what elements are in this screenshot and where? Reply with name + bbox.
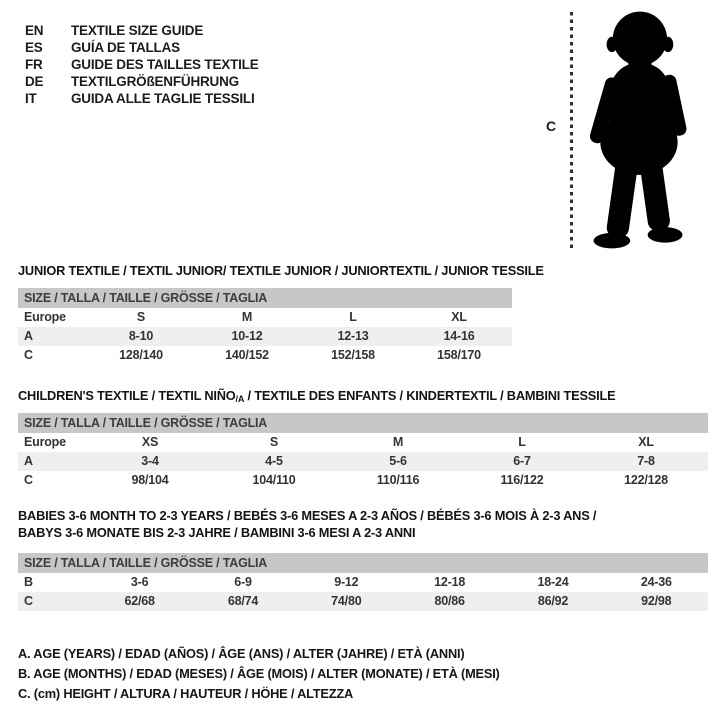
- size-cell: 140/152: [225, 348, 269, 362]
- size-cell: M: [392, 435, 404, 449]
- size-table: [18, 413, 708, 490]
- row-label: A: [24, 454, 33, 468]
- size-cell: 80/86: [434, 594, 465, 608]
- section-title: [18, 262, 720, 279]
- section-title: [18, 507, 720, 524]
- size-cell: L: [349, 310, 357, 324]
- size-cell: 86/92: [537, 594, 569, 608]
- size-cell: XL: [638, 435, 654, 449]
- language-title: TEXTILE SIZE GUIDE: [71, 23, 204, 38]
- size-header-bar: SIZE / TALLA / TAILLE / GRÖSSE / TAGLIA: [18, 288, 512, 308]
- section-title: [18, 524, 720, 541]
- size-cell: S: [136, 310, 146, 324]
- size-cell: 24-36: [640, 575, 672, 589]
- language-title: GUÍA DE TALLAS: [71, 40, 180, 55]
- figure-height-measure: [540, 0, 720, 260]
- size-cell: 3-6: [130, 575, 149, 589]
- size-header-bar: SIZE / TALLA / TAILLE / GRÖSSE / TAGLIA: [18, 413, 708, 433]
- row-label: C: [24, 473, 33, 487]
- section-title: [18, 387, 720, 408]
- size-cell: 10-12: [231, 329, 263, 343]
- size-cell: 122/128: [624, 473, 668, 487]
- size-cell: XL: [451, 310, 467, 324]
- size-table: [18, 288, 512, 365]
- footnote-line: A. AGE (YEARS) / EDAD (AÑOS) / ÂGE (ANS) / ALTER (JAHRE) / ETÀ (ANNI): [18, 646, 465, 661]
- size-cell: 68/74: [227, 594, 259, 608]
- size-cell: 6-7: [513, 454, 531, 468]
- size-cell: 74/80: [331, 594, 362, 608]
- size-cell: 104/110: [252, 473, 296, 487]
- size-cell: XS: [141, 435, 159, 449]
- row-label: C: [24, 594, 33, 608]
- language-code: FR: [25, 57, 43, 72]
- title-text: JUNIOR TEXTILE / TEXTIL JUNIOR/ TEXTILE JUNIOR / JUNIORTEXTIL / JUNIOR TESSILE: [18, 263, 544, 278]
- row-label: A: [24, 329, 33, 343]
- size-cell: 62/68: [124, 594, 155, 608]
- size-cell: 3-4: [141, 454, 159, 468]
- size-cell: 7-8: [637, 454, 655, 468]
- table-row: [18, 592, 708, 611]
- title-text: / TEXTILE DES ENFANTS / KINDERTEXTIL / BAMBINI TESSILE: [244, 388, 616, 403]
- table-row: [18, 346, 512, 365]
- table-row: [18, 471, 708, 490]
- size-cell: S: [269, 435, 279, 449]
- size-cell: 12-13: [337, 329, 369, 343]
- footnote-line: B. AGE (MONTHS) / EDAD (MESES) / ÂGE (MOIS) / ALTER (MONATE) / ETÀ (MESI): [18, 666, 500, 681]
- language-title: TEXTILGRÖßENFÜHRUNG: [71, 74, 239, 89]
- table-row: [18, 573, 708, 592]
- language-title: GUIDE DES TAILLES TEXTILE: [71, 57, 259, 72]
- size-cell: 9-12: [334, 575, 359, 589]
- language-code: ES: [25, 40, 43, 55]
- section-babies-textile: [18, 507, 720, 608]
- size-header-bar: SIZE / TALLA / TAILLE / GRÖSSE / TAGLIA: [18, 553, 708, 573]
- size-cell: 8-10: [128, 329, 154, 343]
- table-row: [18, 452, 708, 471]
- language-row: [25, 22, 259, 39]
- title-text: BABIES 3-6 MONTH TO 2-3 YEARS / BEBÉS 3-6 MESES A 2-3 AÑOS / BÉBÉS 3-6 MOIS À 2-3 ANS /: [18, 508, 597, 523]
- language-row: [25, 73, 259, 90]
- title-subscript: /A: [235, 394, 245, 404]
- size-cell: 12-18: [434, 575, 466, 589]
- language-row: [25, 90, 259, 107]
- section-junior-textile: [18, 262, 720, 362]
- language-code: EN: [25, 23, 44, 38]
- language-code: IT: [25, 91, 37, 106]
- legend-footnotes: [18, 644, 500, 704]
- row-label: C: [24, 348, 33, 362]
- size-cell: 116/122: [500, 473, 544, 487]
- size-cell: 128/140: [119, 348, 163, 362]
- title-text: CHILDREN'S TEXTILE / TEXTIL NIÑO: [18, 388, 236, 403]
- row-label: Europe: [24, 435, 66, 449]
- table-row: [18, 327, 512, 346]
- size-cell: 110/116: [376, 473, 420, 487]
- table-row: [18, 308, 512, 327]
- row-label: B: [24, 575, 33, 589]
- size-table: [18, 553, 708, 611]
- size-cell: 152/158: [331, 348, 375, 362]
- measure-label-c: C: [546, 118, 556, 134]
- size-cell: L: [518, 435, 526, 449]
- language-code: DE: [25, 74, 44, 89]
- language-row: [25, 39, 259, 56]
- language-title-list: [25, 22, 259, 107]
- title-text: BABYS 3-6 MONATE BIS 2-3 JAHRE / BAMBINI 3-6 MESI A 2-3 ANNI: [18, 525, 416, 540]
- row-label: Europe: [24, 310, 66, 324]
- toddler-silhouette-icon: [580, 8, 696, 251]
- size-cell: M: [241, 310, 253, 324]
- size-cell: 18-24: [537, 575, 569, 589]
- language-title: GUIDA ALLE TAGLIE TESSILI: [71, 91, 255, 106]
- size-cell: 6-9: [234, 575, 252, 589]
- footnote-line: C. (cm) HEIGHT / ALTURA / HAUTEUR / HÖHE / ALTEZZA: [18, 686, 354, 701]
- size-cell: 98/104: [131, 473, 169, 487]
- table-row: [18, 433, 708, 452]
- height-dotted-line-icon: [570, 12, 573, 250]
- size-cell: 14-16: [443, 329, 475, 343]
- size-cell: 4-5: [265, 454, 283, 468]
- size-cell: 158/170: [437, 348, 481, 362]
- section-childrens-textile: [18, 387, 720, 487]
- size-cell: 92/98: [641, 594, 672, 608]
- language-row: [25, 56, 259, 73]
- size-cell: 5-6: [389, 454, 407, 468]
